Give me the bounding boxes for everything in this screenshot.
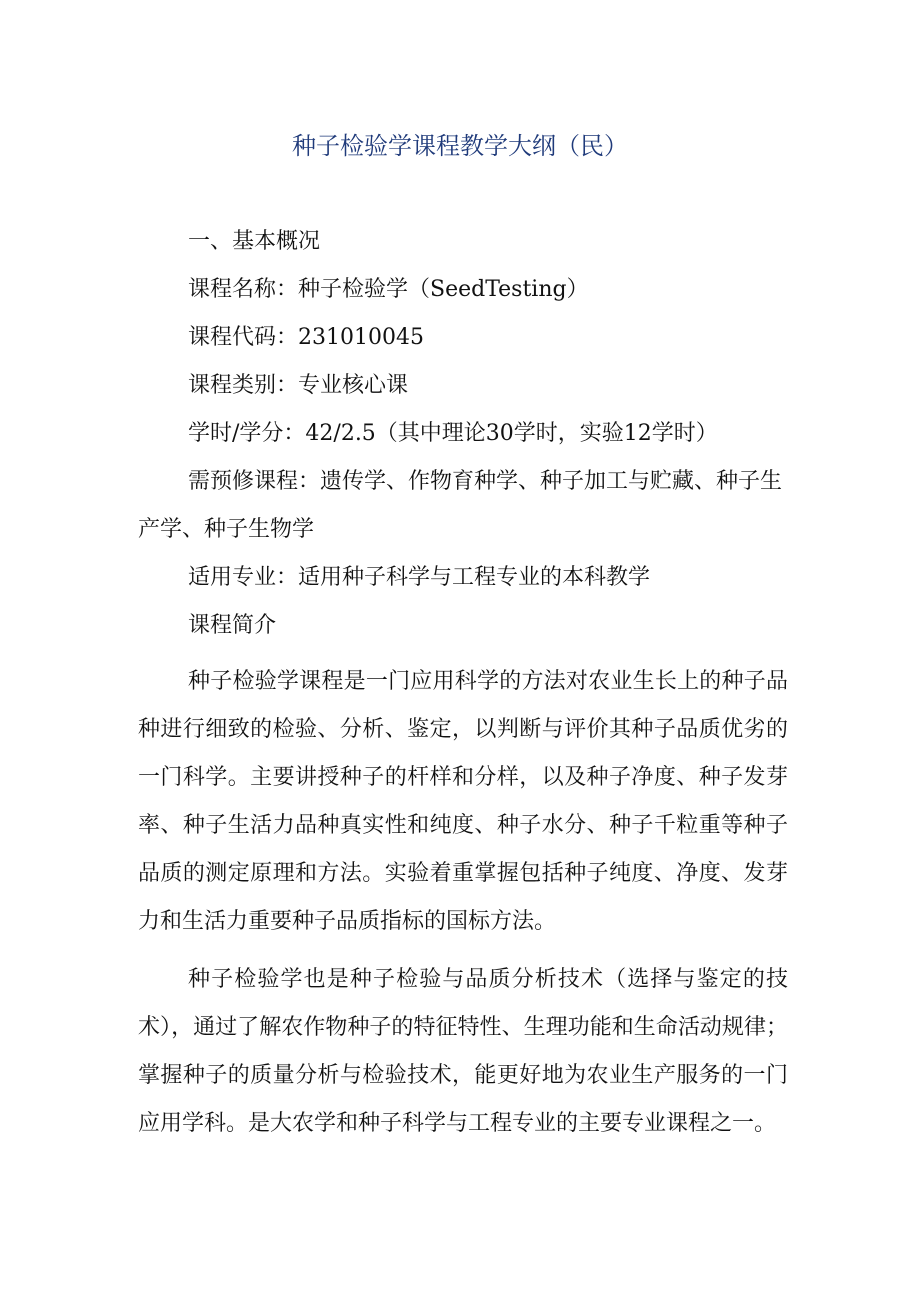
course-type: 课程类别：专业核心课 bbox=[188, 373, 409, 398]
basic-info-section bbox=[138, 218, 788, 650]
hours-credits: 学时/学分：42/2.5（其中理论30学时，实验12学时） bbox=[188, 421, 718, 446]
course-code: 课程代码：231010045 bbox=[188, 325, 424, 350]
course-name: 课程名称：种子检验学（SeedTesting） bbox=[188, 277, 589, 302]
document-title: 种子检验学课程教学大纲（民） bbox=[292, 132, 628, 160]
intro-heading: 课程简介 bbox=[188, 613, 277, 638]
intro-paragraph-1: 种子检验学课程是一门应用科学的方法对农业生长上的种子品种进行细致的检验、分析、鉴定，以判断与评价其种子品质优劣的一门科学。主要讲授种子的杆样和分样，以及种子净度、种子发芽率、种子生活力品种真实性和纯度、种子水分、种子千粒重等种子品质的测定原理和方法。实验着重掌握包括种子纯度、净度、发芽力和生活力重要种子品质指标的国标方法。 bbox=[138, 669, 788, 934]
applicable-major: 适用专业：适用种子科学与工程专业的本科教学 bbox=[188, 565, 651, 590]
intro-paragraph-2: 种子检验学也是种子检验与品质分析技术（选择与鉴定的技术），通过了解农作物种子的特征特性、生理功能和生命活动规律；掌握种子的质量分析与检验技术，能更好地为农业生产服务的一门应用学科。是大农学和种子科学与工程专业的主要专业课程之一。 bbox=[138, 967, 788, 1136]
prerequisites: 需预修课程：遗传学、作物育种学、种子加工与贮藏、种子生产学、种子生物学 bbox=[138, 469, 783, 542]
section-heading: 一、基本概况 bbox=[188, 229, 321, 254]
